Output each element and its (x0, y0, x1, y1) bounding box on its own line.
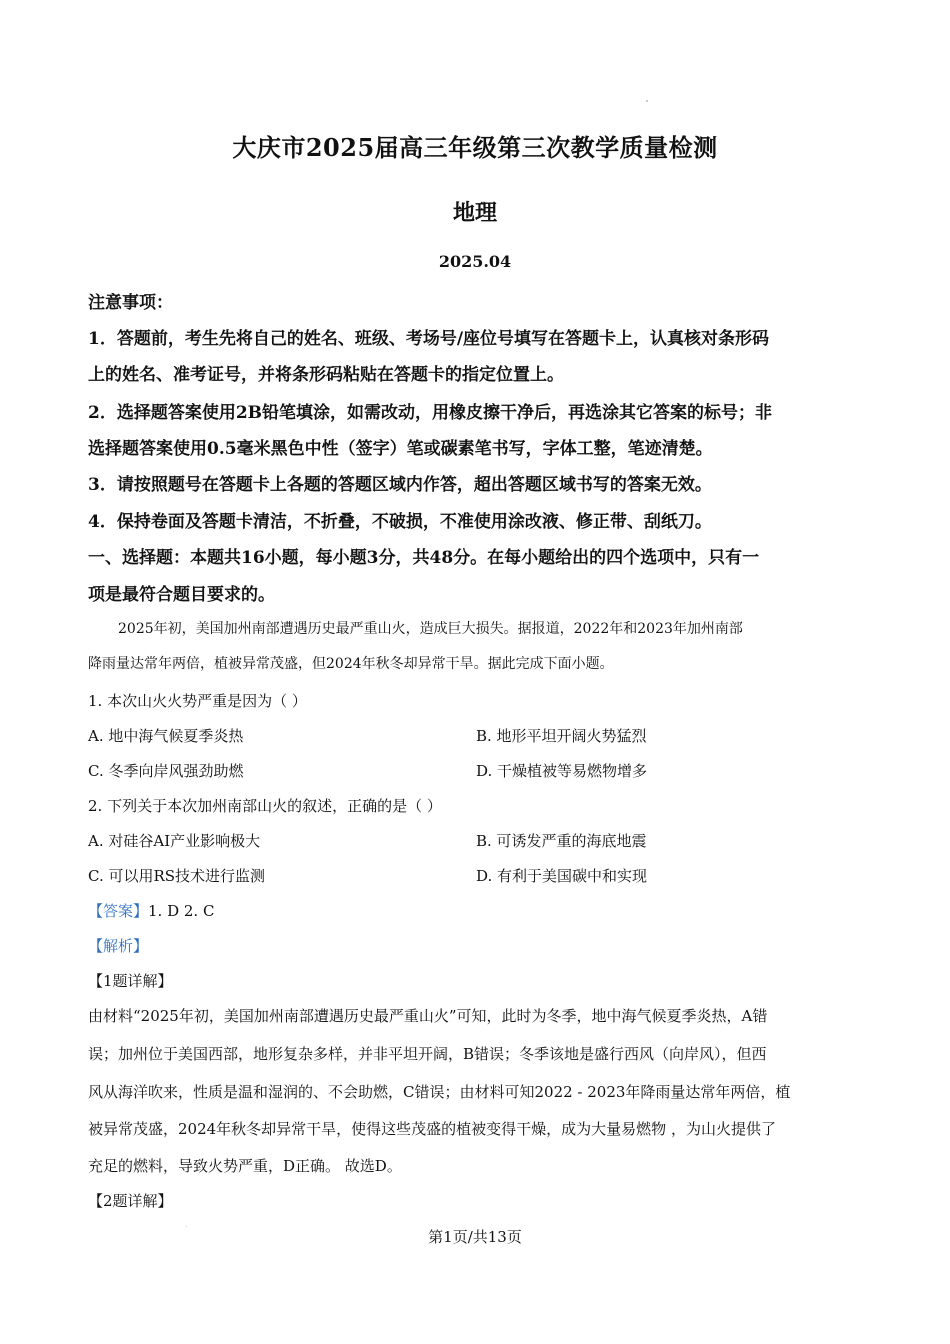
notice-line: 3．请按照题号在答题卡上各题的答题区域内作答，超出答题区域书写的答案无效。 (88, 475, 712, 495)
question-option: A. 对硅谷AI产业影响极大 (88, 832, 261, 850)
detail-heading: 【1题详解】 (88, 972, 173, 990)
detail-paragraph: 由材料“2025年初，美国加州南部遭遇历史最严重山火”可知，此时为冬季，地中海气候夏季炎热，A错 (88, 1007, 768, 1025)
question-stem: 1. 本次山火火势严重是因为（ ） (88, 692, 307, 710)
page-footer: 第1页/共13页 (428, 1228, 522, 1246)
question-option: B. 地形平坦开阔火势猛烈 (476, 727, 647, 745)
answer-value: 1. D 2. C (148, 902, 215, 920)
section-heading: 项是最符合题目要求的。 (88, 585, 275, 605)
detail-paragraph: 风从海洋吹来，性质是温和湿润的、不会助燃，C错误；由材料可知2022 - 2023年降雨量达常年两倍，植 (88, 1083, 791, 1101)
exam-title: 大庆市2025届高三年级第三次教学质量检测 (232, 133, 718, 162)
question-stem: 2. 下列关于本次加州南部山火的叙述，正确的是（ ） (88, 797, 442, 815)
question-option: C. 冬季向岸风强劲助燃 (88, 762, 244, 780)
scan-dot (646, 100, 648, 102)
section-heading: 一、选择题：本题共16小题，每小题3分，共48分。在每小题给出的四个选项中，只有一 (88, 548, 760, 568)
material-paragraph: 2025年初，美国加州南部遭遇历史最严重山火，造成巨大损失。据报道，2022年和2023年加州南部 (118, 621, 743, 637)
notice-line: 2．选择题答案使用2B铅笔填涂，如需改动，用橡皮擦干净后，再选涂其它答案的标号；非 (88, 403, 773, 423)
notice-line: 1．答题前，考生先将自己的姓名、班级、考场号/座位号填写在答题卡上，认真核对条形码 (88, 329, 770, 349)
detail-paragraph: 被异常茂盛，2024年秋冬却异常干旱，使得这些茂盛的植被变得干燥，成为大量易燃物 ，为山火提供了 (88, 1120, 776, 1138)
subject-title: 地理 (452, 200, 497, 226)
notice-heading: 注意事项： (88, 293, 173, 313)
detail-paragraph: 充足的燃料，导致火势严重，D正确。 故选D。 (88, 1157, 402, 1175)
question-option: D. 干燥植被等易燃物增多 (476, 762, 648, 780)
detail-paragraph: 误；加州位于美国西部，地形复杂多样，并非平坦开阔，B错误；冬季该地是盛行西风（向岸风），但西 (88, 1045, 767, 1063)
question-option: D. 有利于美国碳中和实现 (476, 867, 648, 885)
material-paragraph: 降雨量达常年两倍，植被异常茂盛，但2024年秋冬却异常干旱。据此完成下面小题。 (88, 656, 614, 672)
question-option: A. 地中海气候夏季炎热 (88, 727, 244, 745)
question-option: B. 可诱发严重的海底地震 (476, 832, 647, 850)
notice-line: 选择题答案使用0.5毫米黑色中性（签字）笔或碳素笔书写，字体工整，笔迹清楚。 (88, 439, 713, 459)
answer-line (88, 900, 858, 921)
question-option: C. 可以用RS技术进行监测 (88, 867, 266, 885)
answer-label: 【答案】 (88, 902, 149, 920)
notice-line: 上的姓名、准考证号，并将条形码粘贴在答题卡的指定位置上。 (88, 365, 564, 385)
analysis-label: 【解析】 (88, 937, 149, 955)
notice-line: 4．保持卷面及答题卡清洁，不折叠，不破损，不准使用涂改液、修正带、刮纸刀。 (88, 512, 712, 532)
exam-date: 2025.04 (438, 252, 512, 271)
detail-heading: 【2题详解】 (88, 1192, 173, 1210)
